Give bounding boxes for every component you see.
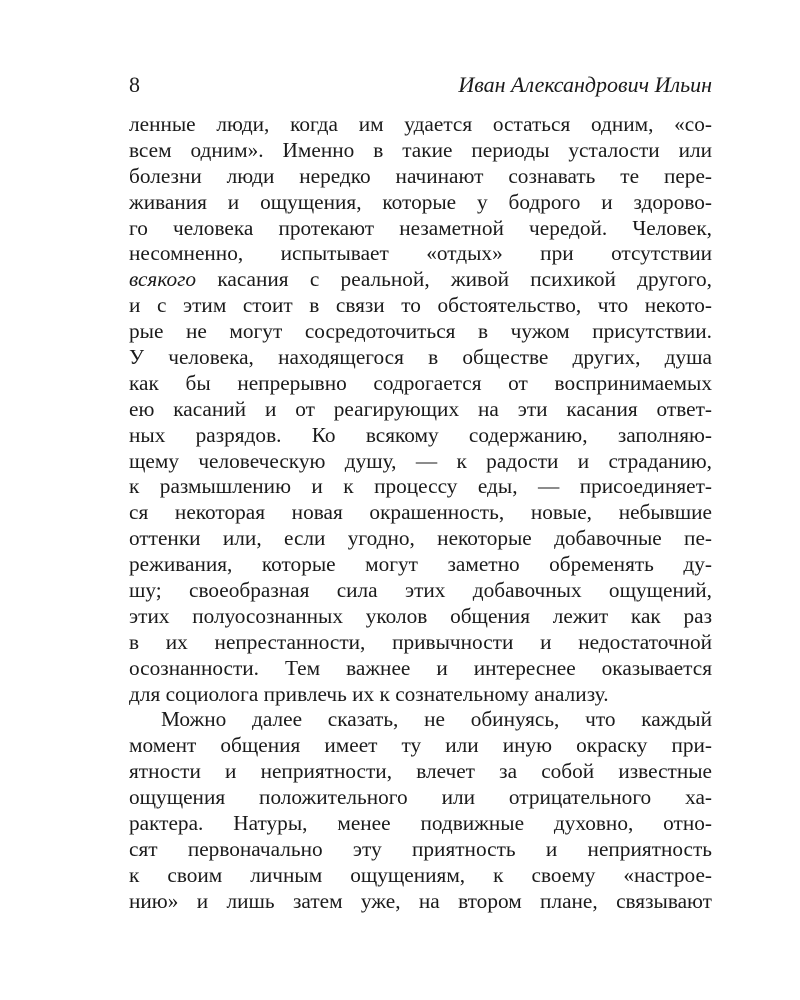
text-line: в их непрестанности, привычности и недостаточной — [129, 629, 712, 654]
text-line: рактера. Натуры, менее подвижные духовно, отно- — [129, 811, 712, 836]
text-line: ощущения положительного или отрицательного ха- — [129, 785, 712, 810]
text-line: сят первоначально эту приятность и неприятность — [129, 836, 712, 861]
text-line: щему человеческую душу, — к радости и страданию, — [129, 448, 712, 473]
running-head — [129, 70, 712, 100]
text-line: ся некоторая новая окрашенность, новые, небывшие — [129, 500, 712, 525]
paragraph-1 — [129, 112, 712, 707]
text-line: реживания, которые могут заметно обременять ду- — [129, 552, 712, 577]
emphasis-word: всякого — [129, 267, 197, 292]
text-line: осознанности. Тем важнее и интереснее оказывается — [129, 655, 712, 680]
text-line-rest: касания с реальной, живой психикой другого, — [196, 267, 712, 292]
text-line: несомненно, испытывает «отдых» при отсутствии — [129, 241, 712, 266]
paragraph-2 — [129, 707, 712, 914]
text-line: нию» и лишь затем уже, на втором плане, связывают — [129, 888, 712, 913]
text-line: ею касаний и от реагирующих на эти касания ответ- — [129, 396, 712, 421]
text-line: этих полуосознанных уколов общения лежит как раз — [129, 603, 712, 628]
text-line: оттенки или, если угодно, некоторые добавочные пе- — [129, 526, 712, 551]
text-line: шу; своеобразная сила этих добавочных ощущений, — [129, 578, 712, 603]
text-line: ных разрядов. Ко всякому содержанию, заполняю- — [129, 422, 712, 447]
text-line: к размышлению и к процессу еды, — присоединяет- — [129, 474, 712, 499]
text-line: го человека протекают незаметной чередой. Человек, — [129, 215, 712, 240]
text-line: к своим личным ощущениям, к своему «настрое- — [129, 862, 712, 887]
text-line: и с этим стоит в связи то обстоятельство, что некото- — [129, 293, 712, 318]
text-line: момент общения имеет ту или иную окраску при- — [129, 733, 712, 758]
text-line: У человека, находящегося в обществе других, душа — [129, 345, 712, 370]
text-line: для социолога привлечь их к сознательному анализу. — [129, 681, 609, 706]
body-text — [129, 112, 712, 915]
text-line: болезни люди нередко начинают сознавать те пере- — [129, 163, 712, 188]
running-title: Иван Александрович Ильин — [458, 72, 712, 97]
text-line: ятности и неприятности, влечет за собой известные — [129, 759, 712, 784]
page-number: 8 — [129, 72, 140, 97]
text-line: живания и ощущения, которые у бодрого и здорово- — [129, 189, 712, 214]
text-line: Можно далее сказать, не обинуясь, что каждый — [161, 707, 712, 732]
text-line: ленные люди, когда им удается остаться одним, «со- — [129, 112, 712, 136]
text-line: как бы непрерывно содрогается от воспринимаемых — [129, 370, 712, 395]
text-line: всем одним». Именно в такие периоды усталости или — [129, 137, 712, 162]
text-line: рые не могут сосредоточиться в чужом присутствии. — [129, 319, 712, 344]
text-line — [129, 267, 712, 293]
